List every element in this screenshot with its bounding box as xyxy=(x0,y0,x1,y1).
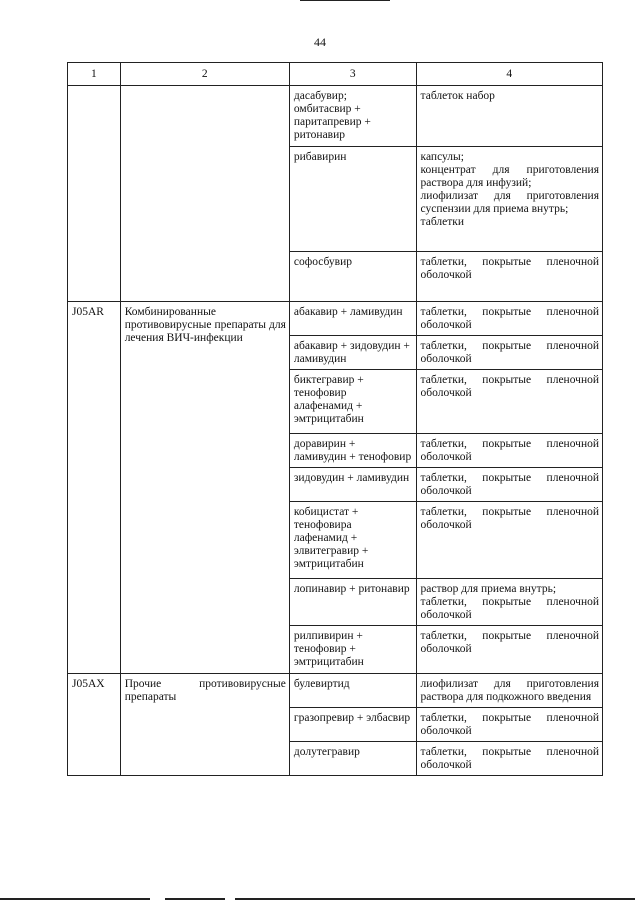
group-cell-empty xyxy=(120,86,289,302)
table-row xyxy=(68,86,603,147)
drug-cell: доравирин + ламивудин + тенофовир xyxy=(289,434,416,468)
form-cell: раствор для приема внутрь; таблетки, покрытые пленочной оболочкой xyxy=(416,579,602,626)
form-cell: таблетки, покрытые пленочной оболочкой xyxy=(416,302,602,336)
drug-cell: дасабувир; омбитасвир + паритапревир + ритонавир xyxy=(289,86,416,147)
header-col-1: 1 xyxy=(68,63,121,86)
header-row xyxy=(68,63,603,86)
scan-artifact-bottom-left xyxy=(0,898,150,900)
group-name-cell: Комбинированные противовирусные препараты для лечения ВИЧ-инфекции xyxy=(120,302,289,674)
drug-cell: абакавир + ламивудин xyxy=(289,302,416,336)
drug-cell: кобицистат + тенофовира лафенамид + элвитегравир + эмтрицитабин xyxy=(289,502,416,579)
form-cell: таблетки, покрытые пленочной оболочкой xyxy=(416,468,602,502)
form-cell: таблетки, покрытые пленочной оболочкой xyxy=(416,742,602,776)
scan-artifact-bottom-right xyxy=(235,898,635,900)
group-name-cell: Прочие противовирусные препараты xyxy=(120,674,289,776)
drug-table xyxy=(67,62,603,776)
atc-code-cell: J05AX xyxy=(68,674,121,776)
table-row xyxy=(68,674,603,708)
header-col-2: 2 xyxy=(120,63,289,86)
drug-cell: булевиртид xyxy=(289,674,416,708)
form-cell: таблетки, покрытые пленочной оболочкой xyxy=(416,336,602,370)
header-col-4: 4 xyxy=(416,63,602,86)
atc-code-cell: J05AR xyxy=(68,302,121,674)
form-cell: таблетки, покрытые пленочной оболочкой xyxy=(416,434,602,468)
form-cell: лиофилизат для приготовления раствора для подкожного введения xyxy=(416,674,602,708)
form-cell: таблеток набор xyxy=(416,86,602,147)
drug-cell: лопинавир + ритонавир xyxy=(289,579,416,626)
form-cell: таблетки, покрытые пленочной оболочкой xyxy=(416,370,602,434)
page-number: 44 xyxy=(314,35,326,49)
drug-cell: зидовудин + ламивудин xyxy=(289,468,416,502)
drug-cell: софосбувир xyxy=(289,252,416,302)
form-cell: таблетки, покрытые пленочной оболочкой xyxy=(416,626,602,674)
drug-cell: гразопревир + элбасвир xyxy=(289,708,416,742)
scan-artifact-top xyxy=(300,0,390,1)
drug-cell: абакавир + зидовудин + ламивудин xyxy=(289,336,416,370)
scan-artifact-bottom-mid xyxy=(165,898,225,900)
code-cell-empty xyxy=(68,86,121,302)
header-col-3: 3 xyxy=(289,63,416,86)
drug-cell: рилпивирин + тенофовир + эмтрицитабин xyxy=(289,626,416,674)
form-cell: таблетки, покрытые пленочной оболочкой xyxy=(416,708,602,742)
table-row xyxy=(68,302,603,336)
drug-cell: биктегравир + тенофовир алафенамид + эмтрицитабин xyxy=(289,370,416,434)
drug-cell: рибавирин xyxy=(289,147,416,252)
form-cell: таблетки, покрытые пленочной оболочкой xyxy=(416,252,602,302)
form-cell: таблетки, покрытые пленочной оболочкой xyxy=(416,502,602,579)
form-cell: капсулы; концентрат для приготовления раствора для инфузий; лиофилизат для приготовления суспензии для приема внутрь; таблетки xyxy=(416,147,602,252)
drug-cell: долутегравир xyxy=(289,742,416,776)
